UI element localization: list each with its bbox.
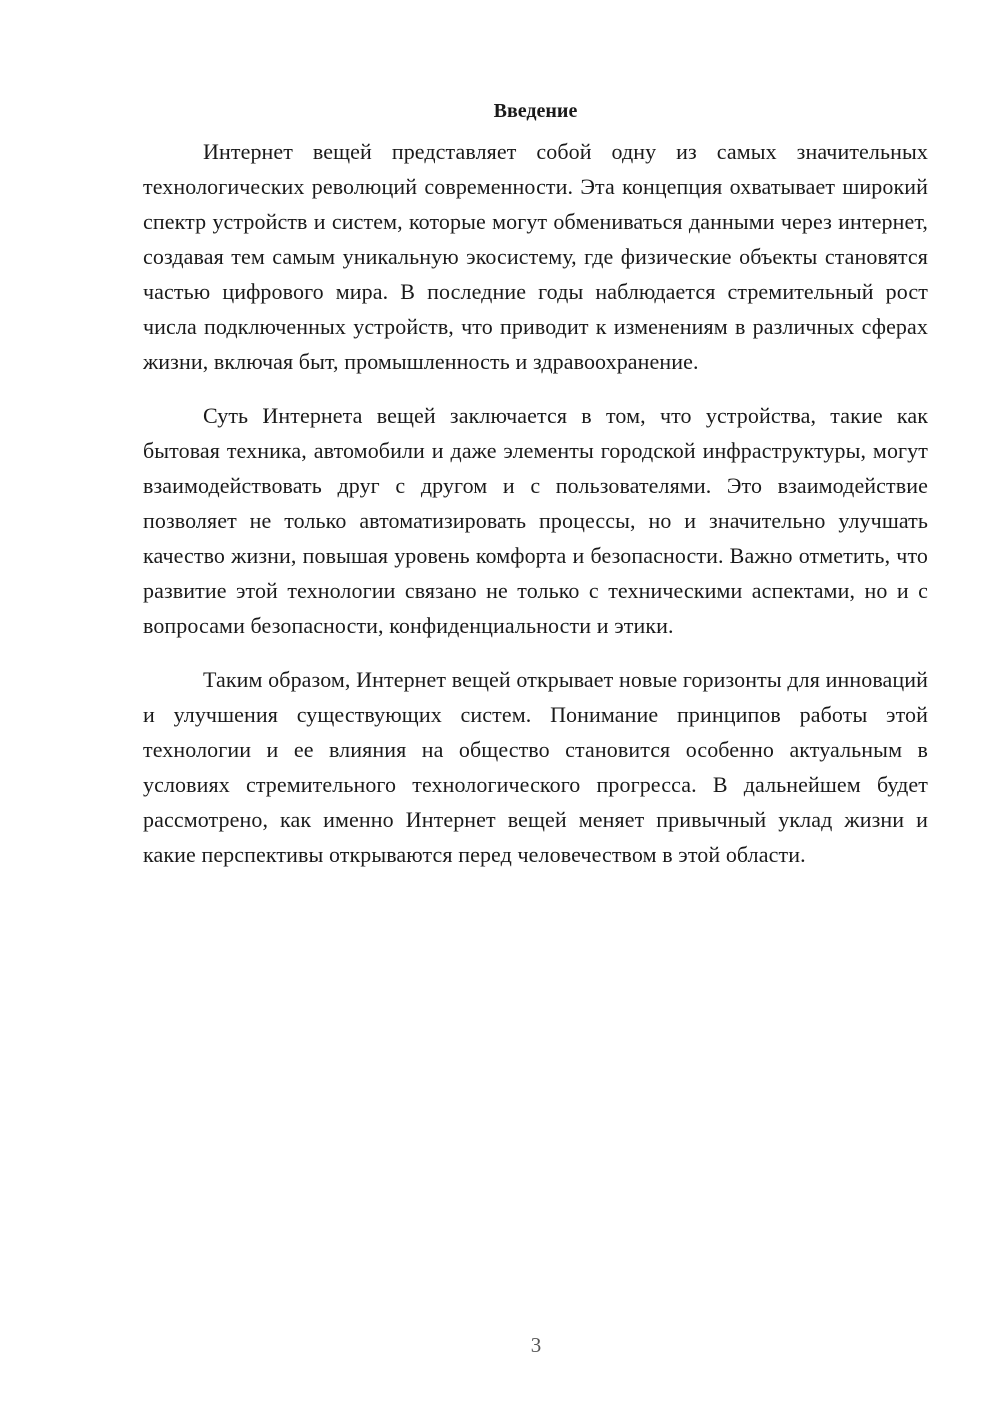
paragraph-3: Таким образом, Интернет вещей открывает новые горизонты для инноваций и улучшения существующих систем. Понимание принципов работы этой технологии и ее влияния на общество становится особенно актуальным в условиях стремительного технологического прогресса. В дальнейшем будет рассмотрено, как именно Интернет вещей меняет привычный уклад жизни и какие перспективы открываются перед человечеством в этой области. [143, 667, 928, 867]
page-content [143, 98, 928, 891]
paragraph-2: Суть Интернета вещей заключается в том, что устройства, такие как бытовая техника, автомобили и даже элементы городской инфраструктуры, могут взаимодействовать друг с другом и с пользователями. Это взаимодействие позволяет не только автоматизировать процессы, но и значительно улучшать качество жизни, повышая уровень комфорта и безопасности. Важно отметить, что развитие этой технологии связано не только с техническими аспектами, но и с вопросами безопасности, конфиденциальности и этики. [143, 403, 928, 638]
section-heading: Введение [493, 100, 578, 122]
page-number: 3 [530, 1333, 542, 1357]
paragraph-1: Интернет вещей представляет собой одну из самых значительных технологических революций современности. Эта концепция охватывает широкий спектр устройств и систем, которые могут обмениваться данными через интернет, создавая тем самым уникальную экосистему, где физические объекты становятся частью цифрового мира. В последние годы наблюдается стремительный рост числа подключенных устройств, что приводит к изменениям в различных сферах жизни, включая быт, промышленность и здравоохранение. [143, 139, 928, 374]
